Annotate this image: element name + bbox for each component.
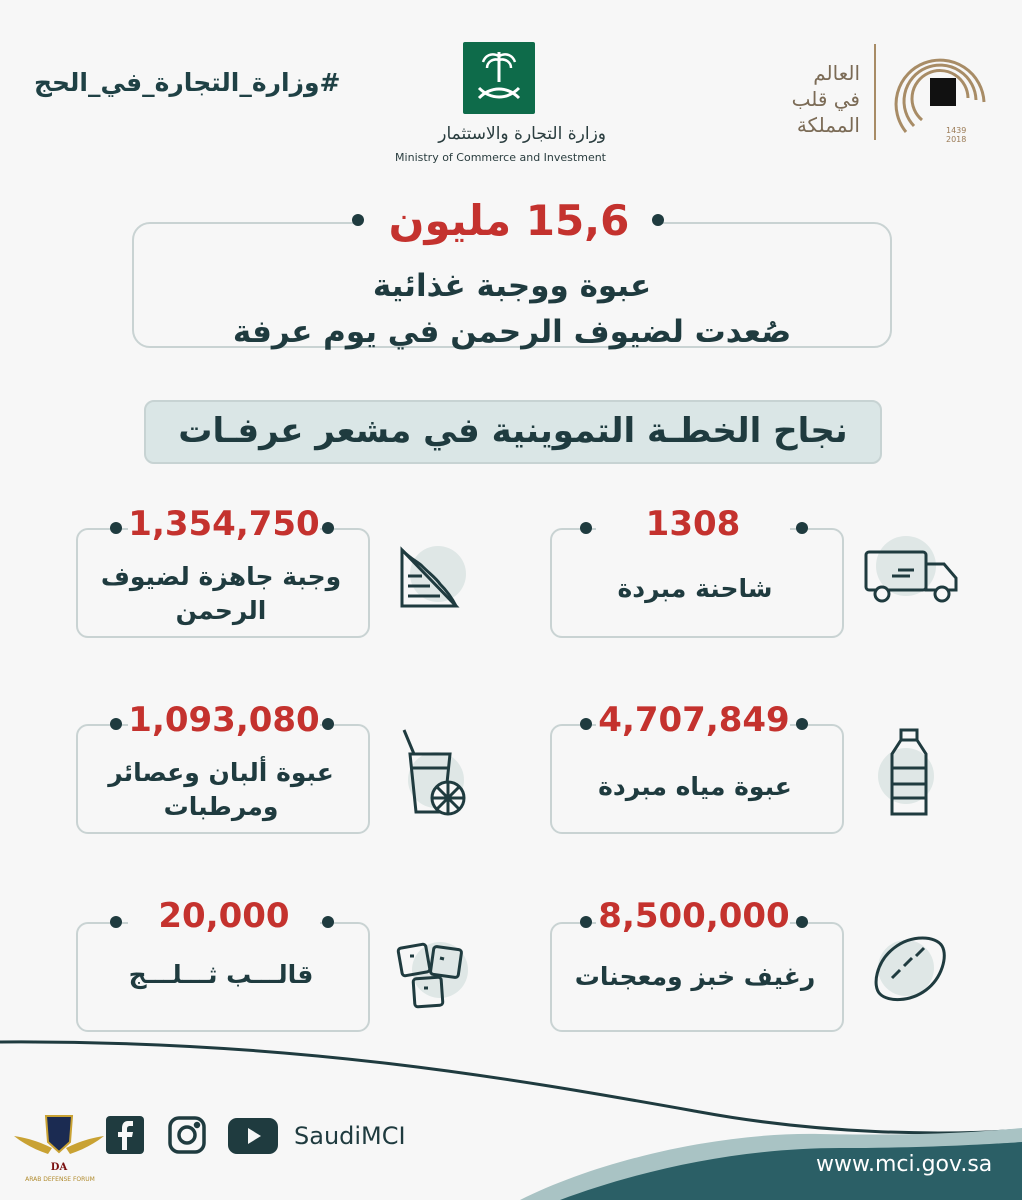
- decor-dot: [796, 522, 808, 534]
- logo-divider: [874, 44, 876, 140]
- stat-label: قالـــب ثـــلـــج: [128, 960, 314, 989]
- svg-text:DA: DA: [50, 1162, 68, 1173]
- social-handle[interactable]: SaudiMCI: [294, 1122, 406, 1150]
- logo-year-gregorian: 2018: [946, 135, 967, 144]
- stat-label: شاحنة مبردة: [617, 574, 773, 603]
- stat-label: عبوة ألبان وعصائر ومرطبات: [108, 758, 334, 821]
- stat-label: وجبة جاهزة لضيوف الرحمن: [100, 562, 342, 625]
- headline-line-1: عبوة ووجبة غذائية: [372, 268, 652, 304]
- stat-value: 4,707,849: [598, 700, 790, 740]
- headline-line-2: صُعدت لضيوف الرحمن في يوم عرفة: [232, 314, 792, 350]
- bread-icon: [870, 932, 950, 1008]
- section-banner: نجاح الخطـة التموينية في مشعر عرفـات: [144, 400, 882, 464]
- campaign-logo-text: العالم في قلب المملكة: [791, 61, 860, 137]
- youtube-icon[interactable]: [228, 1118, 278, 1158]
- sandwich-icon: [396, 544, 462, 612]
- stat-value: 20,000: [158, 896, 290, 936]
- stat-label: رغيف خبز ومعجنات: [574, 962, 816, 991]
- ice-cubes-icon: [396, 938, 470, 1012]
- juice-glass-icon: [398, 724, 470, 818]
- saudi-emblem-icon: [463, 42, 535, 114]
- website-link[interactable]: www.mci.gov.sa: [816, 1152, 993, 1177]
- decor-dot: [580, 522, 592, 534]
- kaaba-logo-icon: [888, 42, 996, 150]
- stat-value: 1,354,750: [128, 504, 320, 544]
- hashtag-text: #وزارة_التجارة_في_الحج: [34, 68, 341, 97]
- water-bottle-icon: [884, 728, 934, 820]
- ministry-name-arabic: وزارة التجارة والاستثمار: [438, 124, 606, 144]
- stat-value: 1,093,080: [128, 700, 320, 740]
- truck-icon: [862, 546, 960, 606]
- forum-watermark: ARAB DEFENSE FORUM: [25, 1176, 95, 1183]
- forum-logo-icon: [12, 1108, 106, 1182]
- stat-value: 8,500,000: [598, 896, 790, 936]
- instagram-icon[interactable]: [168, 1116, 206, 1158]
- headline-number: 15,6 مليون: [388, 196, 630, 245]
- facebook-icon[interactable]: [106, 1116, 144, 1158]
- stat-label: عبوة مياه مبردة: [598, 772, 792, 801]
- logo-year-hijri: 1439: [946, 126, 967, 135]
- ministry-name-english: Ministry of Commerce and Investment: [395, 151, 606, 164]
- stat-value: 1308: [645, 504, 741, 544]
